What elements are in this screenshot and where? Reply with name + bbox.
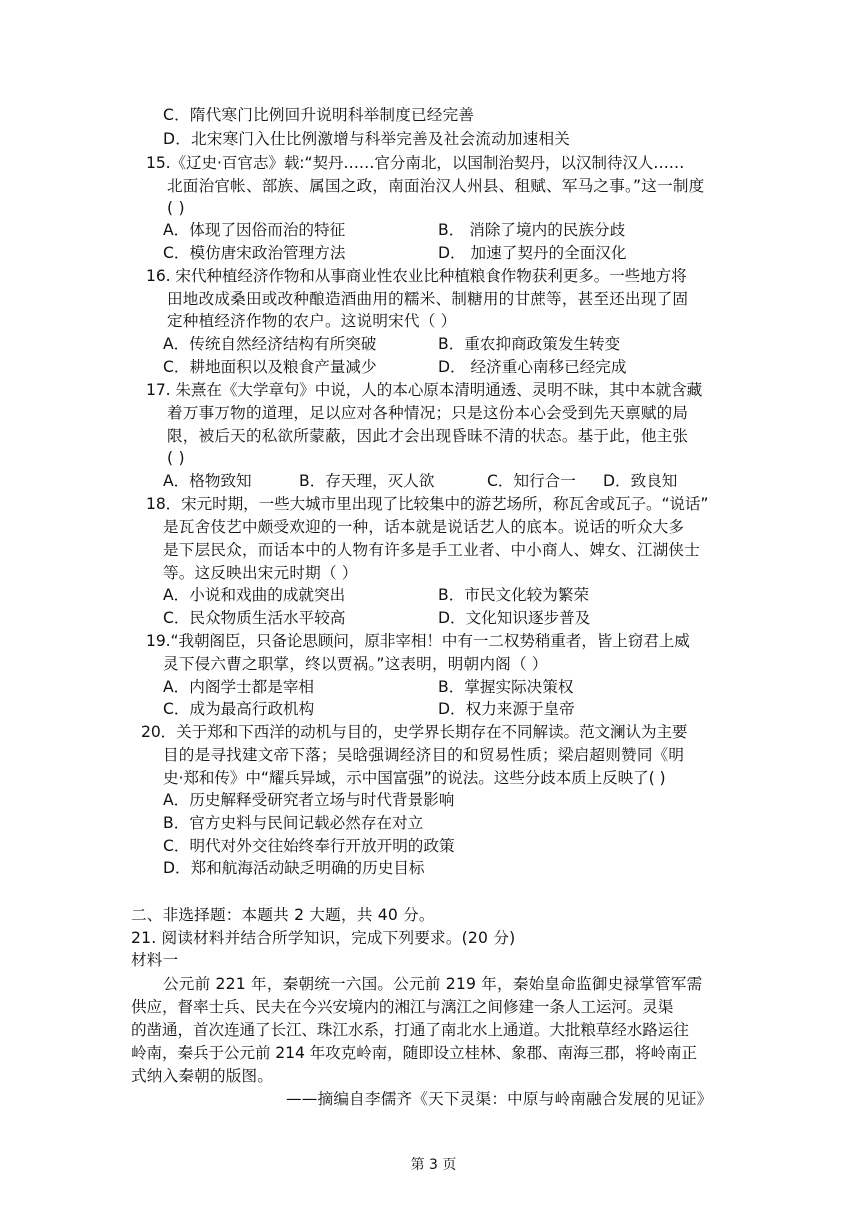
- material-source: ——摘编自李儒齐《天下灵渠：中原与岭南融合发展的见证》: [286, 1090, 713, 1108]
- q17-stem-line-2: 着万事万物的道理，足以应对各种情况；只是这份本心会受到先天禀赋的局: [167, 404, 689, 422]
- q16-option-b: B．重农抑商政策发生转变: [438, 335, 621, 353]
- q19-option-b: B．掌握实际决策权: [438, 678, 574, 696]
- q17-option-c: C．知行合一: [487, 472, 576, 490]
- q19-option-a: A．内阁学士都是宰相: [163, 678, 315, 696]
- q19-option-c: C．成为最高行政机构: [163, 700, 315, 718]
- q17-answer-blank: ( ): [167, 449, 185, 467]
- q17-option-b: B．存天理，灭人欲: [299, 472, 435, 490]
- q14-option-c: C．隋代寒门比例回升说明科举制度已经完善: [163, 106, 475, 124]
- q15-option-b: B． 消除了境内的民族分歧: [438, 221, 626, 239]
- q20-option-c: C．明代对外交往始终奉行开放开明的政策: [163, 837, 455, 855]
- q20-option-a: A．历史解释受研究者立场与时代背景影响: [163, 791, 455, 809]
- q16-stem-line-2: 田地改成桑田或改种酿造酒曲用的糯米、制糖用的甘蔗等，甚至还出现了固: [167, 290, 689, 308]
- q16-option-c: C．耕地面积以及粮食产量减少: [163, 358, 377, 376]
- page-number: 第 3 页: [410, 1157, 457, 1173]
- q16-stem-line-3: 定种植经济作物的农户。这说明宋代（ ）: [167, 312, 457, 330]
- q18-option-c: C．民众物质生活水平较高: [163, 609, 346, 627]
- q18-option-b: B．市民文化较为繁荣: [438, 586, 590, 604]
- q16-stem-line-1: 16. 宋代种植经济作物和从事商业性农业比种植粮食作物获利更多。一些地方将: [146, 267, 687, 285]
- q18-stem-line-4: 等。这反映出宋元时期（ ）: [163, 564, 358, 582]
- q16-option-d: D． 经济重心南移已经完成: [438, 358, 627, 376]
- q17-option-a: A．格物致知: [163, 472, 252, 490]
- q20-stem-line-2: 目的是寻找建文帝下落；吴晗强调经济目的和贸易性质；梁启超则赞同《明: [163, 746, 685, 764]
- q20-option-b: B．官方史料与民间记载必然存在对立: [163, 814, 424, 832]
- material-paragraph-line-3: 的凿通，首次连通了长江、珠江水系，打通了南北水上通道。大批粮草经水路运往: [131, 1021, 689, 1039]
- q15-option-a: A．体现了因俗而治的特征: [163, 221, 346, 239]
- q18-option-a: A．小说和戏曲的成就突出: [163, 586, 346, 604]
- q17-option-d: D．致良知: [603, 472, 678, 490]
- q18-option-d: D．文化知识逐步普及: [438, 609, 591, 627]
- section-heading: 二、非选择题：本题共 2 大题，共 40 分。: [131, 906, 435, 924]
- q20-stem-line-1: 20．关于郑和下西洋的动机与目的，史学界长期存在不同解读。范文澜认为主要: [141, 723, 688, 741]
- q15-stem-line-1: 15.《辽史·百官志》载:“契丹……官分南北，以国制治契丹，以汉制待汉人……: [146, 154, 685, 172]
- q16-option-a: A．传统自然经济结构有所突破: [163, 335, 377, 353]
- q20-stem-line-3: 史·郑和传》中“耀兵异域，示中国富强”的说法。这些分歧本质上反映了( ): [163, 769, 666, 787]
- q15-option-c: C．模仿唐宋政治管理方法: [163, 244, 346, 262]
- material-paragraph-line-4: 岭南，秦兵于公元前 214 年攻克岭南，随即设立桂林、象郡、南海三郡，将岭南正: [131, 1044, 697, 1062]
- material-paragraph-line-2: 供应，督率士兵、民夫在今兴安境内的湘江与漓江之间修建一条人工运河。灵渠: [131, 998, 674, 1016]
- material-label: 材料一: [131, 951, 179, 969]
- q18-stem-line-2: 是瓦舍伎艺中颇受欢迎的一种，话本就是说话艺人的底本。说话的听众大多: [163, 518, 685, 536]
- q15-stem-line-2: 北面治官帐、部族、属国之政，南面治汉人州县、租赋、军马之事。”这一制度: [167, 177, 705, 195]
- q21-prompt: 21. 阅读材料并结合所学知识，完成下列要求。(20 分): [131, 929, 516, 947]
- q20-option-d: D．郑和航海活动缺乏明确的历史目标: [163, 859, 425, 877]
- q19-option-d: D．权力来源于皇帝: [438, 700, 575, 718]
- q17-stem-line-3: 限，被后天的私欲所蒙蔽，因此才会出现昏昧不清的状态。基于此，他主张: [167, 427, 689, 445]
- q19-stem-line-2: 灵下侵六曹之职掌，终以贾祸。”这表明，明朝内阁（ ）: [163, 655, 548, 673]
- q18-stem-line-3: 是下层民众，而话本中的人物有许多是手工业者、中小商人、婢女、江湖侠士: [163, 541, 700, 559]
- q17-stem-line-1: 17. 朱熹在《大学章句》中说，人的本心原本清明通透、灵明不昧，其中本就含藏: [146, 381, 703, 399]
- q18-stem-line-1: 18．宋元时期，一些大城市里出现了比较集中的游艺场所，称瓦舍或瓦子。“说话”: [146, 495, 709, 513]
- q19-stem-line-1: 19.“我朝阁臣，只备论思顾问，原非宰相！中有一二权势稍重者，皆上窃君上威: [146, 632, 690, 650]
- q14-option-d: D．北宋寒门入仕比例激增与科举完善及社会流动加速相关: [163, 130, 571, 148]
- q15-answer-blank: ( ): [167, 199, 185, 217]
- q15-option-d: D． 加速了契丹的全面汉化: [438, 244, 627, 262]
- material-paragraph-line-1: 公元前 221 年，秦朝统一六国。公元前 219 年，秦始皇命监御史禄掌管军需: [163, 975, 703, 993]
- material-paragraph-line-5: 式纳入秦朝的版图。: [131, 1067, 274, 1085]
